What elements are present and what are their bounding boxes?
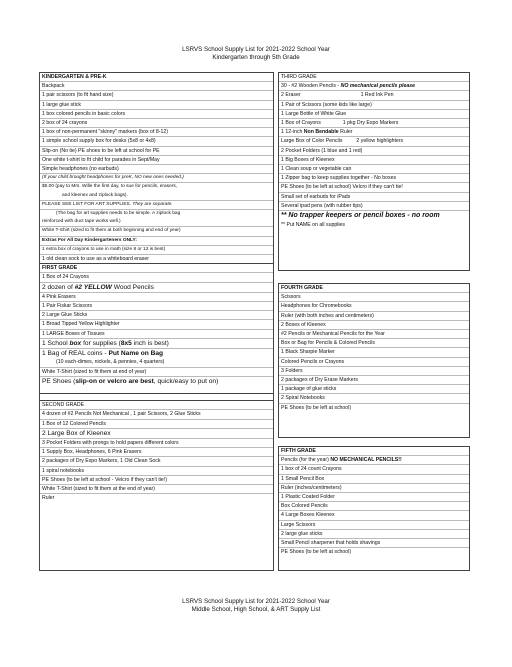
- list-item: 1 Box of 12 Colored Pencils: [40, 420, 273, 429]
- item-text: 1 Bag of REAL coins -: [42, 350, 109, 358]
- list-item: 2 Boxes of Kleenex: [279, 321, 469, 330]
- list-item: 1 Large Bottle of White Glue: [279, 110, 469, 119]
- list-item: 1 box of 24 count Crayons: [279, 465, 469, 474]
- kindergarten-title: KINDERGARTEN & PRE-K: [40, 73, 273, 82]
- list-item: 1 old clean sock to use as a whiteboard eraser: [42, 256, 149, 263]
- list-item: 1 box colored pencils in basic colors: [40, 110, 273, 119]
- item-text: 1 Red Ink Pen: [360, 92, 394, 99]
- art-bag-note: (The bag for art supplies needs to be simple. A ziplock bag: [56, 211, 181, 217]
- list-item: 1 Plastic Coated Folder: [279, 493, 469, 502]
- list-item: Headphones for Chromebooks: [279, 302, 469, 311]
- item-emphasis: #2 YELLOW: [74, 283, 112, 291]
- list-item: 3 Pocket Folders with prongs to hold papers different colors: [40, 439, 273, 448]
- list-item: White T-Shirt (sized to fit them at both beginning and end of year): [40, 227, 273, 236]
- item-text: for supplies (: [81, 339, 121, 347]
- first-grade-title: FIRST GRADE: [40, 264, 273, 273]
- first-grade-section: [40, 264, 273, 394]
- list-item: 1 box of non-permanent "skinny" markers (box of 8-12): [40, 128, 273, 137]
- list-item: 1 Clean soup or vegetable can: [279, 165, 469, 174]
- list-item: Scissors: [279, 293, 469, 302]
- list-item: Several ipad pens (with rubber tips): [279, 202, 469, 211]
- list-item: [40, 339, 273, 349]
- fifth-grade-title: FIFTH GRADE: [279, 447, 469, 456]
- item-emphasis: box: [69, 339, 82, 347]
- list-item: 2 Large Box of Kleenex: [40, 429, 273, 439]
- item-emphasis: Non Bendable: [303, 129, 339, 136]
- list-item: 1 Pair of Scissors (some kids like large): [279, 101, 469, 110]
- item-text: 1 School: [42, 339, 70, 347]
- list-item: 2 Spiral Notebooks: [279, 394, 469, 403]
- list-item: 1 package of glue sticks: [279, 385, 469, 394]
- list-item: PE Shoes (to be left at school) Velcro if they can't tie!: [279, 183, 469, 192]
- item-text: inch is best): [131, 339, 169, 347]
- list-item: [40, 349, 273, 358]
- third-grade-section: [278, 72, 470, 271]
- list-item: 1 simple school supply box for desks (5x8 or 4x8): [40, 137, 273, 146]
- extras-title: Extras For All Day Kindergarteners ONLY:: [40, 237, 273, 246]
- list-item: White T-Shirt (sized to fit them at end of year): [40, 368, 273, 377]
- item-text: Wood Pencils: [111, 283, 154, 291]
- warning-note: ** No trapper keepers or pencil boxes - no room: [281, 212, 440, 220]
- list-item: 1 Pair Fiskar Scissors: [40, 302, 273, 311]
- list-item: Ruler (inches/centimeters): [279, 484, 469, 493]
- item-text: Ruler: [338, 129, 353, 136]
- list-item: 1 large glue stick: [40, 101, 273, 110]
- header-title: LSRVS School Supply List for 2021-2022 School Year: [182, 46, 330, 53]
- list-item: 1 Box of 24 Crayons: [40, 273, 273, 282]
- art-bag-note-cont: reinforced with duct tape works well.): [40, 218, 273, 227]
- list-item: Box or Bag for Pencils & Colored Pencils: [279, 339, 469, 348]
- item-text: 2 dozen of: [42, 283, 75, 291]
- list-item: 2 Large Glue Sticks: [40, 311, 273, 320]
- list-item: 1 extra box of crayons to use in math (size 8 or 12 is best): [40, 246, 273, 255]
- header-subtitle: Kindergarten through 5th Grade: [212, 54, 300, 61]
- item-emphasis: slip-on or velcro are best: [75, 377, 154, 385]
- item-text: Large Box of Color Pencils: [281, 138, 343, 145]
- list-item: PE Shoes (to be left at school - Velcro if they can't tie!): [40, 476, 273, 485]
- art-note-emphasis: They are separate.: [132, 201, 173, 207]
- list-item: 2 Pocket Folders (1 blue and 1 red): [279, 147, 469, 156]
- list-item: [40, 377, 273, 386]
- list-item: Large Scissors: [279, 521, 469, 530]
- name-note: ** Put NAME on all supplies: [281, 221, 346, 228]
- list-item: 1 LARGE Boxes of Tissues: [40, 330, 273, 339]
- footer: [0, 598, 512, 614]
- money-note: $5.00 (pay to Mrs. Wille the first day, to sue for pencils, erasers,: [42, 184, 178, 190]
- list-item: 4 Large Boxes Kleenex: [279, 511, 469, 520]
- header: [0, 46, 512, 62]
- item-emphasis: 8x5: [120, 339, 132, 347]
- item-text: 1 pkg Dry Expo Markers: [342, 120, 399, 127]
- list-item: [279, 91, 469, 100]
- kindergarten-section: [40, 73, 273, 264]
- list-item: 1 Black Sharpie Marker: [279, 348, 469, 357]
- list-item: 1 Zipper bag to keep supplies together - No boxes: [279, 174, 469, 183]
- item-text: 1 12-inch: [281, 129, 304, 136]
- list-item: 2 packages of Dry Expo Markers, 1 Old Clean Sock: [40, 457, 273, 466]
- list-item: Backpack: [40, 82, 273, 91]
- list-item: [279, 128, 469, 137]
- list-item: Small set of earbuds for iPads: [279, 193, 469, 202]
- art-note: [40, 201, 273, 210]
- list-item: PE Shoes (to be left at school): [281, 404, 352, 411]
- second-grade-section: [40, 400, 273, 502]
- item-text: , quick/easy to put on): [153, 377, 219, 385]
- list-item: 3 Folders: [279, 367, 469, 376]
- list-item: [279, 456, 469, 465]
- list-item: White T-Shirt (sized to fit them at the end of year): [40, 485, 273, 494]
- list-item: Colored Pencils or Crayons: [279, 358, 469, 367]
- footer-subtitle: Middle School, High School, & ART Supply List: [191, 606, 321, 613]
- list-item: Simple headphones (no earbuds): [40, 165, 273, 174]
- item-text: PE Shoes (: [42, 377, 76, 385]
- list-item: Ruler: [42, 495, 55, 502]
- coins-note: (10 each-dimes, nickels, & pennies, 4 quarters): [40, 358, 273, 367]
- item-emphasis: Put Name on Bag: [108, 350, 164, 358]
- fifth-grade-section: [278, 446, 470, 571]
- list-item: [279, 137, 469, 146]
- list-item: 1 Supply Box, Headphones, 6 Pink Erasers: [40, 448, 273, 457]
- footer-title: LSRVS School Supply List for 2021-2022 School Year: [182, 598, 330, 605]
- list-item: Small Pencil sharpener that holds shavings: [279, 539, 469, 548]
- list-item: #2 Pencils or Mechanical Pencils for the Year: [279, 330, 469, 339]
- list-item: 1 pair scissors (to fit hand size): [40, 91, 273, 100]
- item-text: Pencils (for the year): [281, 457, 331, 464]
- item-emphasis: NO MECHANICAL PENCILS!!: [330, 457, 402, 464]
- list-item: 1 spiral notebooks: [40, 467, 273, 476]
- item-text: 1 Box of Crayons: [281, 120, 321, 127]
- list-item: 4 dozen of #2 Pencils Not Mechanical , 1 pair Scissors, 2 Glue Sticks: [40, 410, 273, 419]
- item-text: 30 - #2 Wooden Pencils -: [281, 83, 341, 90]
- second-grade-title: SECOND GRADE: [40, 401, 273, 410]
- list-item: [40, 283, 273, 293]
- money-note-cont: and kleenex and ziplock bags).: [40, 192, 273, 201]
- list-item: 2 box of 24 crayons: [40, 119, 273, 128]
- list-item: Ruler (with both inches and centimeters): [279, 312, 469, 321]
- list-item: 1 Big Boxes of Kleenex: [279, 156, 469, 165]
- fourth-grade-section: [278, 283, 470, 438]
- list-item: [279, 82, 469, 91]
- list-item: [279, 119, 469, 128]
- list-item: Box Colored Pencils: [279, 502, 469, 511]
- list-item: PE Shoes (to be left at school): [281, 549, 352, 556]
- item-text: 2 yellow highlighters: [356, 138, 404, 145]
- list-item: 1 Broad Tipped Yellow Highlighter: [40, 320, 273, 329]
- list-item: 1 Small Pencil Box: [279, 475, 469, 484]
- third-grade-title: THIRD GRADE: [279, 73, 469, 82]
- list-item: 4 Pink Erasers: [40, 293, 273, 302]
- list-item: 2 large glue sticks: [279, 530, 469, 539]
- list-item: 2 packages of Dry Erase Markers: [279, 376, 469, 385]
- fourth-grade-title: FOURTH GRADE: [279, 284, 469, 293]
- list-item: Slip-on (No tie) PE shoes to be left at school for PE: [40, 147, 273, 156]
- list-item: One white t-shirt to fit child for parades in Sept/May: [40, 156, 273, 165]
- item-text: 2 Eraser: [281, 92, 301, 99]
- headphone-note: (If your child brought headphones for preK, NO new ones needed.): [40, 174, 273, 183]
- art-note-text: PLEASE SEE LIST FOR ART SUPPLIES.: [42, 201, 132, 207]
- left-column: [39, 72, 274, 571]
- item-emphasis: NO mechanical pencils please: [340, 83, 415, 90]
